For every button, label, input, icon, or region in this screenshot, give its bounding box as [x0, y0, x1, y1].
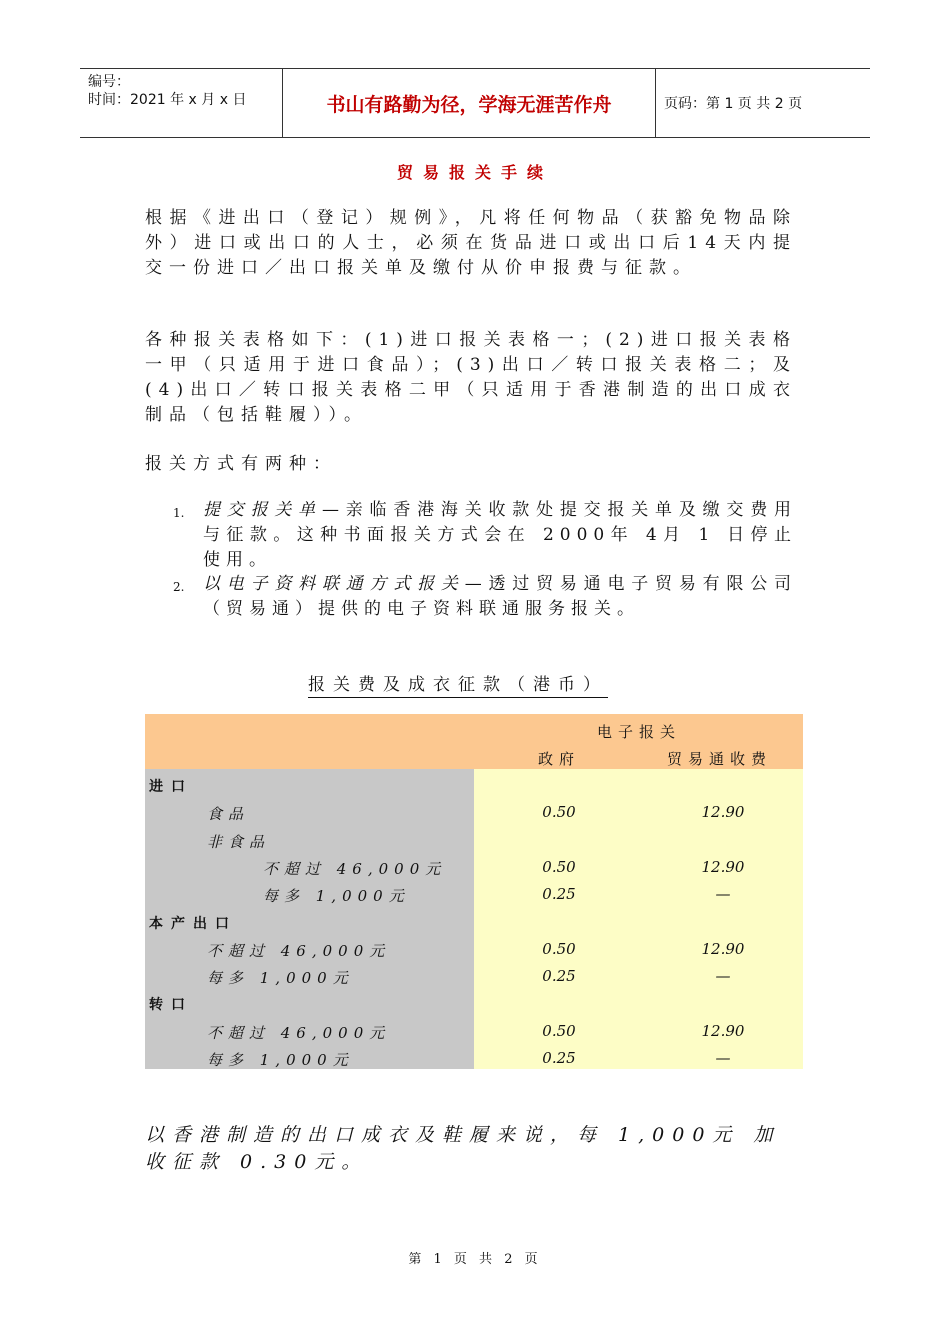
- list-number: 2.: [173, 580, 185, 594]
- table-cell-gov: 0.50: [542, 803, 576, 822]
- column-header-fee: 贸易通收费: [667, 750, 773, 768]
- method-dash: —: [321, 500, 345, 520]
- group-header: 电子报关: [597, 723, 682, 741]
- table-cell-fee: 12.90: [701, 857, 745, 876]
- header-motto: 书山有路勤为径，学海无涯苦作舟: [282, 69, 656, 137]
- method-text: [203, 498, 797, 573]
- column-header-gov: 政府: [538, 750, 581, 768]
- list-number: 1.: [173, 506, 185, 520]
- table-header: [145, 714, 803, 769]
- method-dash: —: [464, 574, 488, 594]
- table-cell-gov: 0.50: [542, 939, 576, 958]
- method-text: [203, 572, 797, 622]
- table-row-label: 食品: [207, 805, 250, 824]
- table-cell-gov: 0.25: [542, 1049, 576, 1067]
- page-indicator: 页码：第 1 页 共 2 页: [664, 96, 803, 112]
- table-title: 报关费及成衣征款（港币）: [308, 670, 608, 698]
- document-title: 贸易报关手续: [396, 163, 553, 182]
- number-label: 编号：: [88, 74, 130, 90]
- table-row-label: 每多 1,000元: [207, 1051, 354, 1069]
- paragraph-forms: 各种报关表格如下：(1)进口报关表格一；(2)进口报关表格一甲（只适用于进口食品）；(3)出口／转口报关表格二；及 (4)出口／转口报关表格二甲（只适用于香港制造的出口成衣制品（包括鞋履））。: [145, 330, 797, 425]
- table-cell-fee: 12.90: [701, 803, 745, 822]
- table-cell-fee: —: [715, 885, 731, 904]
- method-description: 亲临香港海关收款处提交报关单及缴交费用与征款。这种书面报关方式会在 2000年 4月 1 日停止使用。: [203, 500, 798, 570]
- table-cell-fee: —: [715, 967, 731, 986]
- page-header: [80, 68, 870, 138]
- method-title: 以电子资料联通方式报关: [203, 574, 465, 594]
- time-label: 时间：2021 年 x 月 x 日: [88, 92, 247, 108]
- table-row-label: 进口: [149, 779, 193, 795]
- table-row-label: 不超过 46,000元: [207, 941, 391, 960]
- table-cell-gov: 0.50: [542, 1021, 576, 1040]
- table-cell-gov: 0.50: [542, 857, 576, 876]
- table-cell-gov: 0.25: [542, 967, 576, 986]
- method-description: 透过贸易通电子贸易有限公司（贸易通）提供的电子资料联通服务报关。: [203, 574, 798, 619]
- table-row-label: 非食品: [207, 832, 271, 851]
- table-row-label: 本产出口: [149, 915, 237, 932]
- method-title: 提交报关单: [203, 500, 322, 520]
- table-row-label: 不超过 46,000元: [207, 1023, 391, 1042]
- table-row-label: 不超过 46,000元: [263, 859, 447, 878]
- header-meta: [88, 73, 246, 109]
- table-cell-fee: 12.90: [701, 939, 745, 958]
- table-row-label: 每多 1,000元: [263, 887, 410, 906]
- table-row-label: 转口: [149, 997, 193, 1014]
- table-cell-fee: —: [715, 1049, 731, 1067]
- table-cell-gov: 0.25: [542, 885, 576, 904]
- table-cell-fee: 12.90: [701, 1021, 745, 1040]
- paragraph-intro: 根据《进出口（登记）规例》，凡将任何物品（获豁免物品除外）进口或出口的人士，必须在货品进口或出口后14天内提交一份进口／出口报关单及缴付从价申报费与征款。: [145, 208, 797, 278]
- paragraph-methods-intro: 报关方式有两种：: [145, 454, 337, 474]
- table-row-label: 每多 1,000元: [207, 969, 354, 988]
- page-footer: 第 1 页 共 2 页: [408, 1252, 542, 1267]
- footnote: 以香港制造的出口成衣及鞋履来说，每 1,000元 加收征款 0.30元。: [145, 1124, 781, 1173]
